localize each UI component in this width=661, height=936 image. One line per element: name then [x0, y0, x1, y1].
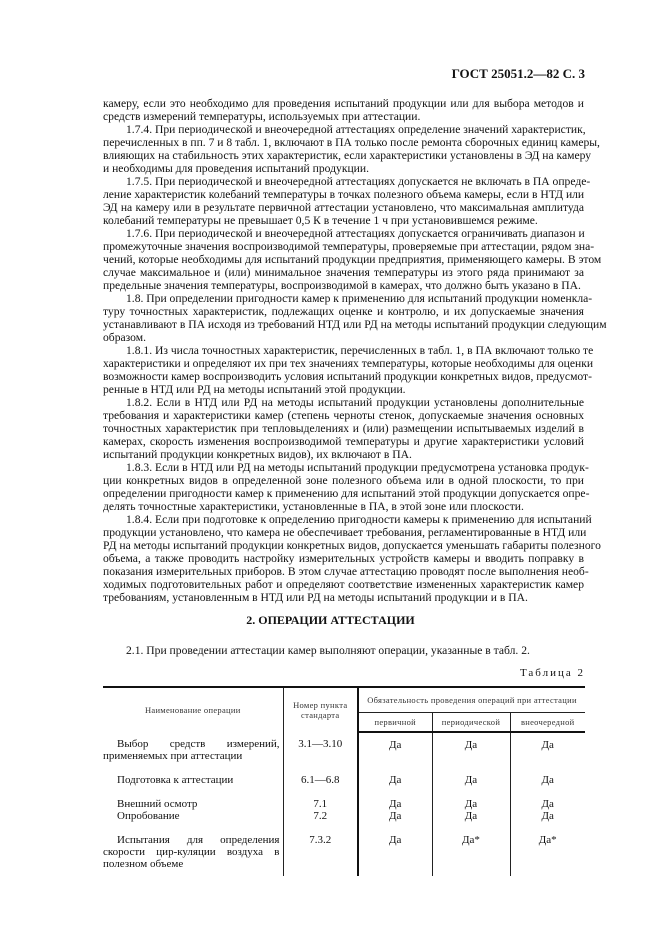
operation-name-cell	[103, 768, 283, 792]
text-line: продукции установлено, что камера не обеспечивает требования, регламентированные в НТД или	[103, 526, 587, 539]
paragraph	[103, 461, 590, 513]
text-line: камерах, скорость изменения воспроизводимой температуры и другие характеристики условий	[103, 435, 584, 448]
text-line: 1.8. При определении пригодности камер к применению для испытаний продукции номенкла-	[126, 292, 593, 305]
text-line: образом.	[103, 331, 146, 344]
header-operation-name: Наименование операции	[103, 687, 283, 732]
text-line: 1.8.4. Если при подготовке к определению пригодности камеры к применению для испытаний	[126, 513, 592, 526]
header-clause-number: Номер пункта стандарта	[283, 687, 358, 732]
text-line: и необходимы для проведения испытаний продукции.	[103, 162, 369, 175]
text-line: характеристики и определяют их при тех значениях температуры, которые необходимы для оценки	[103, 357, 594, 370]
obligation-cell	[510, 732, 585, 768]
text-line: РД на методы испытаний продукции конкретных видов, допускается уменьшать габариты полезного	[103, 539, 601, 552]
section-heading: 2. ОПЕРАЦИИ АТТЕСТАЦИИ	[246, 613, 415, 627]
paragraph	[103, 292, 607, 344]
text-line: 1.7.6. При периодической и внеочередной аттестациях допускается ограничивать диапазон и	[126, 227, 585, 240]
text-line: промежуточные значения воспроизводимой температуры, проверяемые при аттестации, рядом зна-	[103, 240, 595, 253]
cell-text: Выбор средств измерений, применяемых при аттестации	[103, 738, 280, 762]
cell-text: Да	[541, 798, 554, 810]
header-obligation: Обязательность проведения операций при аттестации	[358, 687, 585, 713]
cell-text: Да	[541, 774, 554, 786]
cell-text: Подготовка к аттестации	[117, 774, 234, 786]
text-line: точностных характеристик при тепловыделениях и (или) размещении испытываемых изделий в	[103, 422, 584, 435]
text-line: испытаний продукции конкретных видов), их включают в ПА.	[103, 448, 412, 461]
obligation-cell	[358, 768, 432, 792]
clause-number-cell	[283, 732, 358, 768]
text-line: 1.7.4. При периодической и внеочередной аттестациях определение значений характеристик,	[126, 123, 586, 136]
table-row	[103, 792, 585, 828]
cell-text: Испытания для определения скорости цир-куляции воздуха в полезном объеме	[103, 834, 280, 870]
text-line: ции конкретных видов в определенной зоне полезного объема или в одной плоскости, то при	[103, 474, 584, 487]
cell-text: Да	[464, 774, 478, 786]
header-primary: первичной	[358, 713, 432, 733]
text-line: туру точностных характеристик, подлежащих оценке и контролю, и их допускаемые значения	[103, 305, 584, 318]
cell-text: Да*	[462, 834, 480, 846]
operations-table	[103, 686, 585, 876]
cell-text: Да	[464, 810, 478, 822]
obligation-cell	[358, 792, 432, 828]
text-line: ление характеристик колебаний температуры в точках полезного объема камеры, если в НТД или	[103, 188, 585, 201]
obligation-cell	[432, 792, 510, 828]
paragraph	[103, 344, 594, 396]
table-row	[103, 768, 585, 792]
paragraph	[103, 513, 601, 604]
text-line: определении пригодности камер к применению для испытаний этой продукции допускается опре-	[103, 487, 590, 500]
obligation-cell	[358, 828, 432, 876]
obligation-cell	[432, 768, 510, 792]
cell-text: Да*	[538, 834, 557, 846]
text-line: 1.8.3. Если в НТД или РД на методы испытаний продукции предусмотрена установка продук-	[126, 461, 589, 474]
text-line: 1.8.1. Из числа точностных характеристик, перечисленных в табл. 1, в ПА включают только те	[126, 344, 594, 357]
text-line: возможности камер воспроизводить условия испытаний продукции конкретных видов, предусмот-	[103, 370, 592, 383]
cell-text: 7.2	[313, 810, 328, 822]
text-line: чений, которые необходимы для испытаний продукции предприятия, применяющего камеры. В этом	[103, 253, 602, 266]
operation-name-cell	[103, 732, 283, 768]
operation-name-cell	[103, 828, 283, 876]
obligation-cell	[510, 792, 585, 828]
obligation-cell	[432, 828, 510, 876]
operation-name-cell	[103, 792, 283, 828]
cell-text: Да	[541, 739, 554, 751]
text-line: ренные в НТД или РД на методы испытаний этой продукции.	[103, 383, 406, 396]
clause-number-cell	[283, 828, 358, 876]
cell-text: Да	[389, 834, 402, 846]
paragraph	[103, 396, 584, 461]
table-row	[103, 732, 585, 768]
cell-text: Да	[389, 739, 402, 751]
paragraph	[103, 123, 600, 175]
text-line: объема, а также проводить настройку измерительных устройств камеры и вводить поправку в	[103, 552, 584, 565]
text-line: камеру, если это необходимо для проведения испытаний продукции или для выбора методов и	[103, 97, 584, 110]
text-line: 1.7.5. При периодической и внеочередной аттестациях допускается не включать в ПА опреде-	[126, 175, 591, 188]
cell-text: Да	[464, 798, 478, 810]
text-line: требования и характеристики камер (степень черноты стенок, допускаемые значения основных	[103, 409, 584, 422]
cell-text: 7.1	[313, 798, 328, 810]
text-line: предельные значения температуры, воспроизводимой в камерах, что должно быть указано в ПА.	[103, 279, 581, 292]
cell-text: 7.3.2	[309, 834, 332, 846]
clause-number-cell	[283, 792, 358, 828]
cell-text: 6.1—6.8	[301, 774, 340, 786]
text-line: колебаний температуры не превышает 0,5 К в течение 1 ч при установившемся режиме.	[103, 214, 538, 227]
cell-text: Опробование	[117, 810, 180, 822]
obligation-cell	[358, 732, 432, 768]
paragraph	[103, 175, 591, 227]
cell-text: 3.1—3.10	[298, 738, 343, 750]
clause-number-cell	[283, 768, 358, 792]
cell-text: Внешний осмотр	[117, 798, 198, 810]
header-extraordinary: внеочередной	[510, 713, 585, 733]
text-line: случае максимальное и (или) минимальное значения температуры из этого ряда принимают за	[103, 266, 584, 279]
obligation-cell	[432, 732, 510, 768]
cell-text: Да	[389, 774, 402, 786]
table-row	[103, 828, 585, 876]
document-body	[103, 97, 607, 604]
text-line: ходимых подготовительных работ и определяют соответствие измененных характеристик камер	[103, 578, 584, 591]
text-line: средств измерений температуры, используемых при аттестации.	[103, 110, 421, 123]
header-periodic: периодической	[432, 713, 510, 733]
paragraph	[103, 227, 602, 292]
table-caption: Таблица 2	[519, 667, 585, 679]
text-line: 1.8.2. Если в НТД или РД на методы испытаний продукции установлены дополнительные	[126, 396, 584, 409]
text-line: перечисленных в пп. 7 и 8 табл. 1, включают в ПА только после ремонта сборочных единиц камеры,	[103, 136, 600, 149]
cell-text: Да	[389, 810, 402, 822]
obligation-cell	[510, 768, 585, 792]
text-line: влияющих на стабильность этих характеристик, если характеристики установлены в ЭД на камеру	[103, 149, 592, 162]
page-header: ГОСТ 25051.2—82 С. 3	[451, 66, 585, 81]
cell-text: Да	[464, 739, 478, 751]
text-line: показания измерительных приборов. В этом случае аттестацию проводят после выполнения необ-	[103, 565, 589, 578]
cell-text: Да	[541, 810, 554, 822]
text-line: требованиям, установленным в НТД или РД на методы испытаний продукции и в ПА.	[103, 591, 528, 604]
cell-text: Да	[389, 798, 402, 810]
text-line: устанавливают в ПА исходя из требований НТД или РД на методы испытаний продукции следующим	[103, 318, 607, 331]
paragraph-2-1: 2.1. При проведении аттестации камер выполняют операции, указанные в табл. 2.	[126, 644, 530, 657]
text-line: делять точностные характеристики, установленные в ПА, в этой зоне или плоскости.	[103, 500, 524, 513]
text-line: ЭД на камеру или в результате первичной аттестации установлено, что максимальная амплитуда	[103, 201, 584, 214]
paragraph	[103, 97, 584, 123]
obligation-cell	[510, 828, 585, 876]
